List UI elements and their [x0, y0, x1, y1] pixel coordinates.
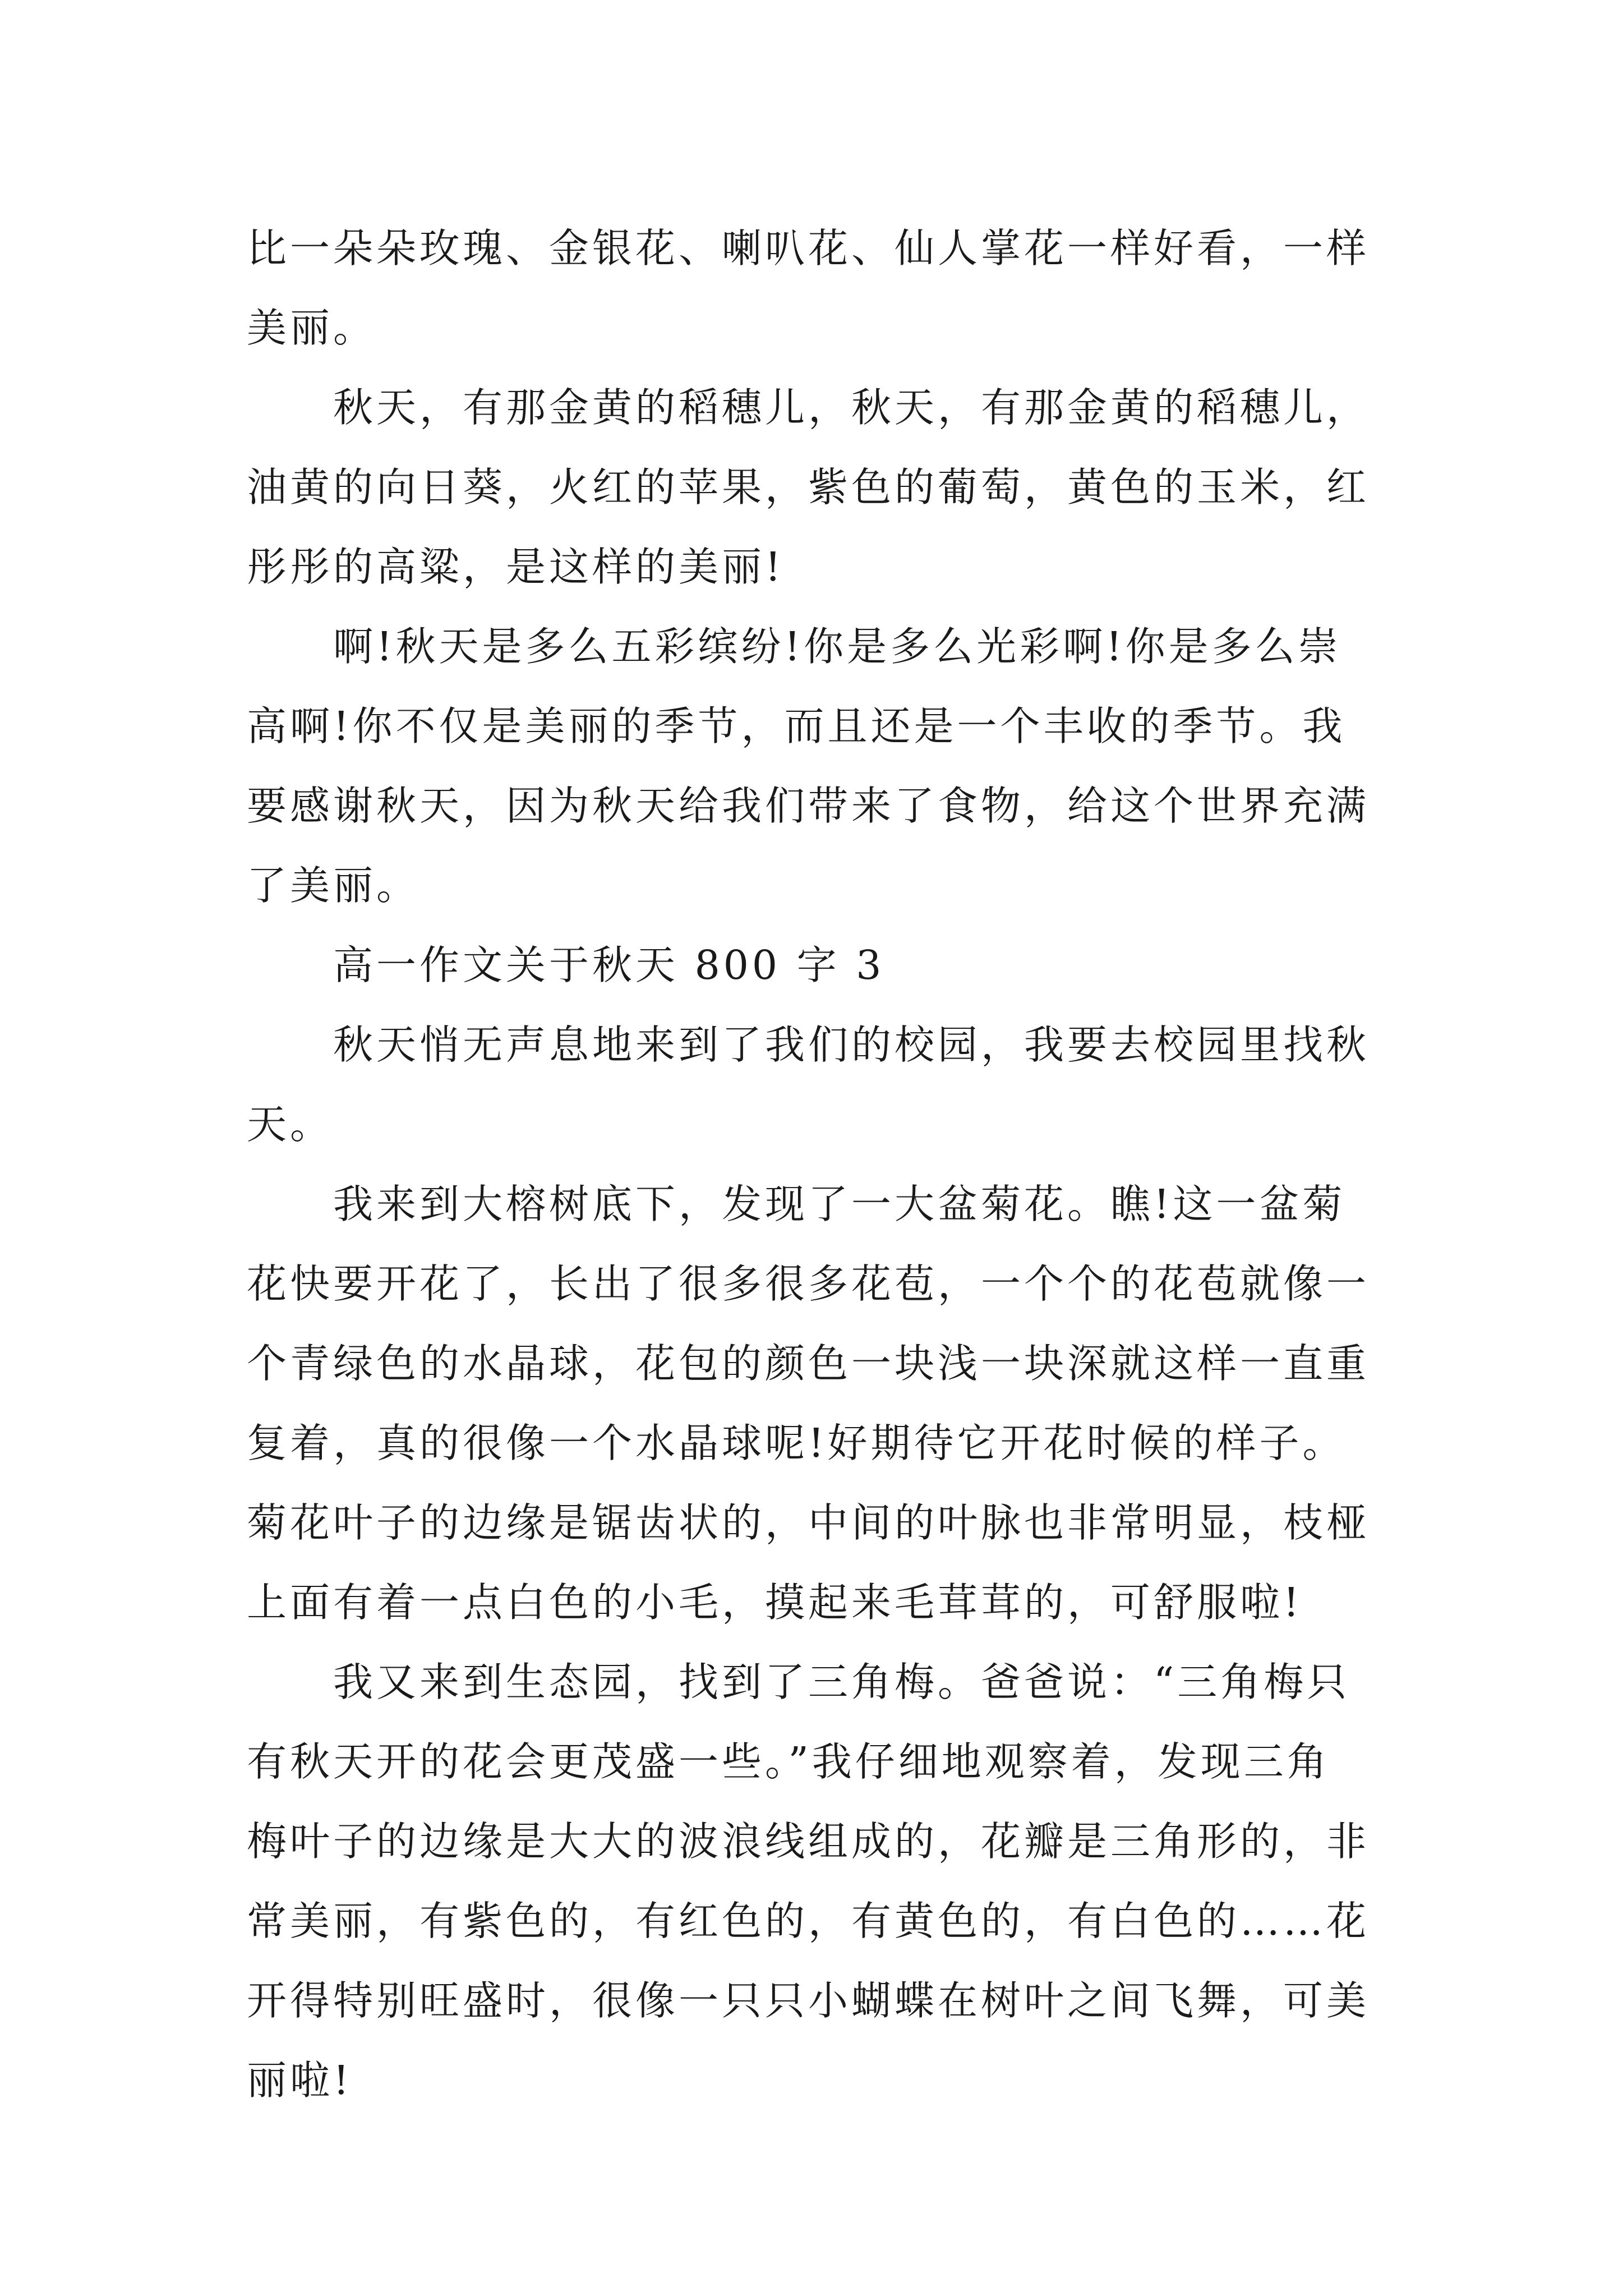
text-line: 天。	[247, 1101, 334, 1148]
text-line: 开得特别旺盛时，很像一只只小蝴蝶在树叶之间飞舞，可美	[247, 1977, 1370, 2024]
text-line: 丽啦!	[247, 2057, 353, 2104]
text-line: 菊花叶子的边缘是锯齿状的，中间的叶脉也非常明显，枝桠	[247, 1499, 1370, 1546]
body-text	[247, 209, 1391, 2120]
paragraph-start-line: 我又来到生态园，找到了三角梅。爸爸说：“三角梅只	[333, 1659, 1350, 1705]
section-heading: 高一作文关于秋天 800 字 3	[333, 942, 885, 988]
paragraph-start-line: 秋天，有那金黄的稻穗儿，秋天，有那金黄的稻穗儿，	[333, 384, 1370, 431]
text-line: 油黄的向日葵，火红的苹果，紫色的葡萄，黄色的玉米，红	[247, 464, 1370, 510]
paragraph-start-line: 我来到大榕树底下，发现了一大盆菊花。瞧!这一盆菊	[333, 1181, 1346, 1227]
text-line: 要感谢秋天，因为秋天给我们带来了食物，给这个世界充满	[247, 783, 1370, 829]
text-line: 个青绿色的水晶球，花包的颜色一块浅一块深就这样一直重	[247, 1340, 1370, 1387]
text-line: 了美丽。	[247, 862, 420, 909]
text-line: 复着，真的很像一个水晶球呢!好期待它开花时候的样子。	[247, 1420, 1346, 1466]
text-line: 上面有着一点白色的小毛，摸起来毛茸茸的，可舒服啦!	[247, 1579, 1303, 1626]
paragraph-start-line: 秋天悄无声息地来到了我们的校园，我要去校园里找秋	[333, 1022, 1370, 1068]
paragraph-start-line: 啊!秋天是多么五彩缤纷!你是多么光彩啊!你是多么崇	[333, 623, 1341, 670]
text-line: 梅叶子的边缘是大大的波浪线组成的，花瓣是三角形的，非	[247, 1818, 1370, 1865]
text-line: 彤彤的高粱，是这样的美丽!	[247, 544, 785, 590]
text-line: 花快要开花了，长出了很多很多花苞，一个个的花苞就像一	[247, 1260, 1370, 1307]
text-line: 美丽。	[247, 305, 377, 351]
text-line: 比一朵朵玫瑰、金银花、喇叭花、仙人掌花一样好看，一样	[247, 225, 1370, 272]
text-line: 常美丽，有紫色的，有红色的，有黄色的，有白色的……花	[247, 1898, 1370, 1944]
text-line: 高啊!你不仅是美丽的季节，而且还是一个丰收的季节。我	[247, 703, 1346, 749]
text-line: 有秋天开的花会更茂盛一些。”我仔细地观察着，发现三角	[247, 1738, 1330, 1785]
